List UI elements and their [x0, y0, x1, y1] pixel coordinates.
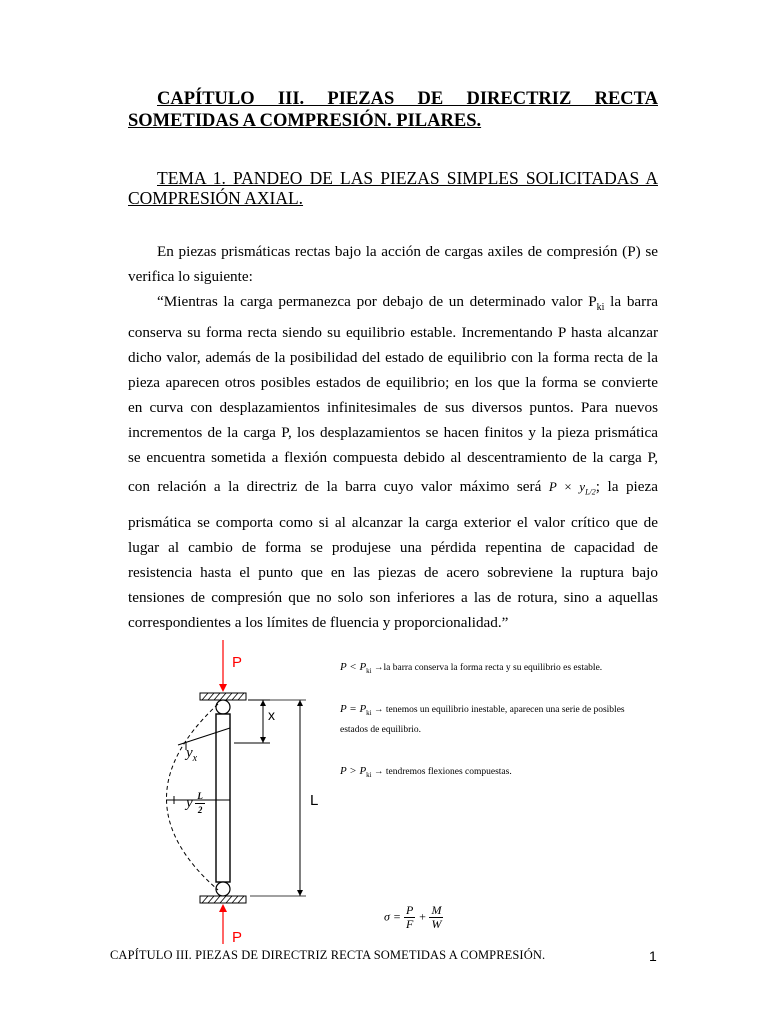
- quote-line: con relación a la directriz de la barra cuyo valor máximo será $P \times y_{L/2}$; la pieza: [128, 478, 658, 497]
- chapter-title: CAPÍTULO III. PIEZAS DE DIRECTRIZ RECTA SOMETIDAS A COMPRESIÓN. PILARES.: [128, 89, 658, 131]
- intro-paragraph: [128, 239, 658, 289]
- quote-line: tensiones de compresión que no solo son inferiores a las de rotura, sino a aquellas: [128, 588, 658, 606]
- quote-line: lugar al cambio de forma se produjese una pérdida repentina de capacidad de: [128, 538, 658, 556]
- load-label-top: P: [232, 654, 243, 671]
- quote-line: prismática se comporta como si al alcanzar la carga exterior el valor crítico que de: [128, 513, 658, 531]
- quote-line: dicho valor, además de la posibilidad del estado de equilibrio con la forma recta de la: [128, 349, 658, 367]
- quote-line: pieza aparecen otros posibles estados de equilibrio; en los que la forma se convierte: [128, 374, 658, 392]
- condition-stable: $P < P_{ki} \to la$ barra conserva la forma recta y su equilibrio es estable.: [340, 661, 603, 675]
- hinge-bottom: [216, 882, 230, 896]
- quote-line: “Mientras la carga permanezca por debajo de un determinado valor $P_{ki}$ la barra: [157, 293, 659, 314]
- topic-title: TEMA 1. PANDEO DE LAS PIEZAS SIMPLES SOLICITADAS A COMPRESIÓN AXIAL.: [128, 168, 658, 208]
- stress-formula: σ = $\frac{P}{F}$ + $\frac{M}{W}$: [384, 903, 442, 931]
- yl2-label: y $\frac{L}{2}$: [186, 791, 203, 815]
- quote-paragraph: [128, 289, 658, 635]
- intro-line: En piezas prismáticas rectas bajo la acción de cargas axiles de compresión (P) se: [157, 243, 658, 260]
- yx-label: $y_x$: [186, 745, 198, 764]
- quote-line: se encuentra sometida a flexión compuesta debido al descentramiento de la carga P,: [128, 449, 658, 467]
- page-footer: CAPÍTULO III. PIEZAS DE DIRECTRIZ RECTA SOMETIDAS A COMPRESIÓN.: [110, 948, 546, 962]
- condition-compound-bending: $P > P_{ki}$ → tendremos flexiones compuestas.: [340, 765, 512, 779]
- max-eccentricity-formula: $P \times y_{L/2}$: [548, 479, 596, 497]
- quote-line: correspondientes a los límites de fluencia y proporcionalidad.”: [128, 613, 509, 631]
- dimension-L-label: L: [310, 792, 319, 809]
- load-label-bottom: P: [232, 929, 243, 946]
- condition-unstable: $P = P_{ki}$ → tenemos un equilibrio inestable, aparecen una serie de posibles: [340, 703, 625, 717]
- load-arrowhead-bottom: [219, 904, 227, 912]
- quote-line: en curva con desplazamientos infinitesimales de sus diversos puntos. Para nuevos: [128, 399, 658, 417]
- load-arrowhead-top: [219, 684, 227, 692]
- condition-unstable-cont: estados de equilibrio.: [340, 725, 421, 735]
- quote-line: incrementos de la carga P, los desplazamientos se hacen finitos y la pieza prismática: [128, 424, 658, 442]
- quote-line: resistencia hasta el punto que en las piezas de acero sobreviene la ruptura bajo: [128, 563, 658, 581]
- dimension-x-label: x: [268, 707, 275, 723]
- page-number: 1: [649, 948, 657, 964]
- hinge-top: [216, 700, 230, 714]
- quote-line: conserva su forma recta siendo su equilibrio estable. Incrementando P hasta alcanzar: [128, 324, 658, 342]
- column: [216, 714, 230, 882]
- intro-line: verifica lo siguiente:: [128, 268, 253, 285]
